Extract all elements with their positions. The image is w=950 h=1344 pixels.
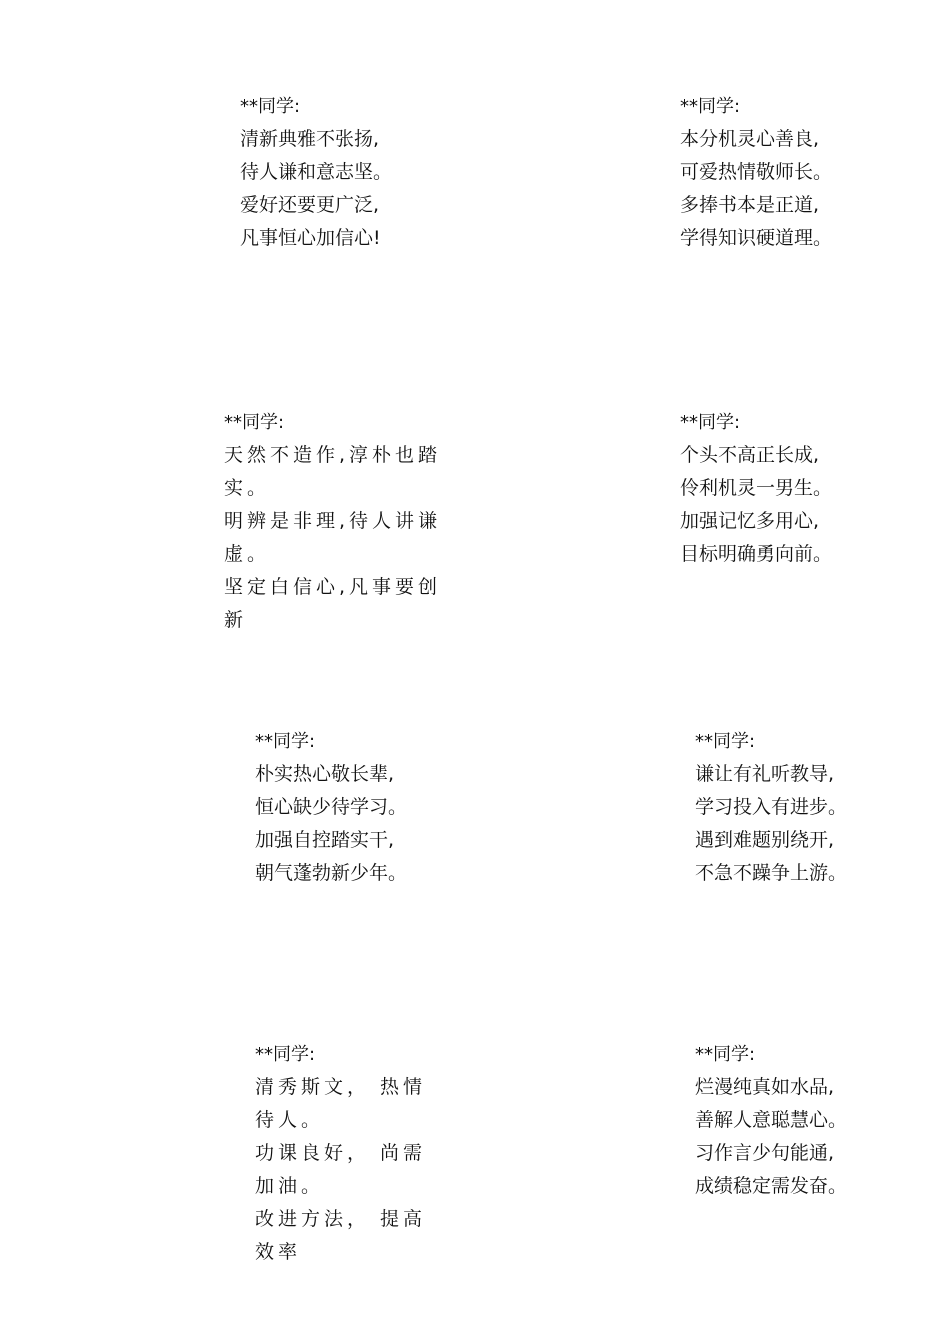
comment-block-1 xyxy=(240,90,392,255)
comment-line: 天然不造作,淳朴也踏实。 xyxy=(224,444,442,499)
comment-line: 凡事恒心加信心! xyxy=(240,227,381,249)
student-heading: **同学: xyxy=(695,731,756,752)
comment-line: 学习投入有进步。 xyxy=(695,796,848,818)
comment-block-6 xyxy=(695,725,847,890)
comment-line: 朴实热心敬长辈, xyxy=(255,763,395,785)
comment-line: 可爱热情敬师长。 xyxy=(680,161,833,183)
comment-line: 习作言少句能通, xyxy=(695,1142,835,1164)
student-heading: **同学: xyxy=(224,412,285,433)
comment-block-5 xyxy=(255,725,407,890)
comment-block-3 xyxy=(224,406,442,631)
comment-line: 明辨是非理,待人讲谦虚。 xyxy=(224,510,442,565)
comment-line: 成绩稳定需发奋。 xyxy=(695,1175,848,1197)
comment-block-4 xyxy=(680,406,832,571)
comment-line: 加强记忆多用心, xyxy=(680,510,820,532)
comment-line: 清新典雅不张扬, xyxy=(240,128,380,150)
comment-line: 功课良好， 尚需加油。 xyxy=(255,1142,427,1197)
comment-line: 谦让有礼听教导, xyxy=(695,763,835,785)
comment-line: 坚定白信心,凡事要创新 xyxy=(224,576,442,631)
comment-line: 伶利机灵一男生。 xyxy=(680,477,833,499)
comment-line: 加强自控踏实干, xyxy=(255,829,395,851)
student-heading: **同学: xyxy=(255,1044,316,1065)
comment-line: 学得知识硬道理。 xyxy=(680,227,833,249)
comment-line: 个头不高正长成, xyxy=(680,444,820,466)
comment-line: 善解人意聪慧心。 xyxy=(695,1109,848,1131)
comment-line: 爱好还要更广泛, xyxy=(240,194,380,216)
student-heading: **同学: xyxy=(680,412,741,433)
comment-line: 不急不躁争上游。 xyxy=(695,862,848,884)
comment-line: 多捧书本是正道, xyxy=(680,194,820,216)
comment-line: 本分机灵心善良, xyxy=(680,128,820,150)
comment-block-8 xyxy=(695,1038,847,1203)
comment-line: 改进方法， 提高效率 xyxy=(255,1208,427,1263)
comment-line: 清秀斯文， 热情待人。 xyxy=(255,1076,427,1131)
comment-line: 遇到难题别绕开, xyxy=(695,829,835,851)
student-heading: **同学: xyxy=(240,96,301,117)
comment-line: 待人谦和意志坚。 xyxy=(240,161,393,183)
comment-line: 朝气蓬勃新少年。 xyxy=(255,862,408,884)
student-heading: **同学: xyxy=(255,731,316,752)
student-heading: **同学: xyxy=(680,96,741,117)
student-heading: **同学: xyxy=(695,1044,756,1065)
comment-line: 烂漫纯真如水品, xyxy=(695,1076,835,1098)
comment-line: 目标明确勇向前。 xyxy=(680,543,833,565)
comment-line: 恒心缺少待学习。 xyxy=(255,796,408,818)
comment-block-7 xyxy=(255,1038,445,1263)
comment-block-2 xyxy=(680,90,832,255)
